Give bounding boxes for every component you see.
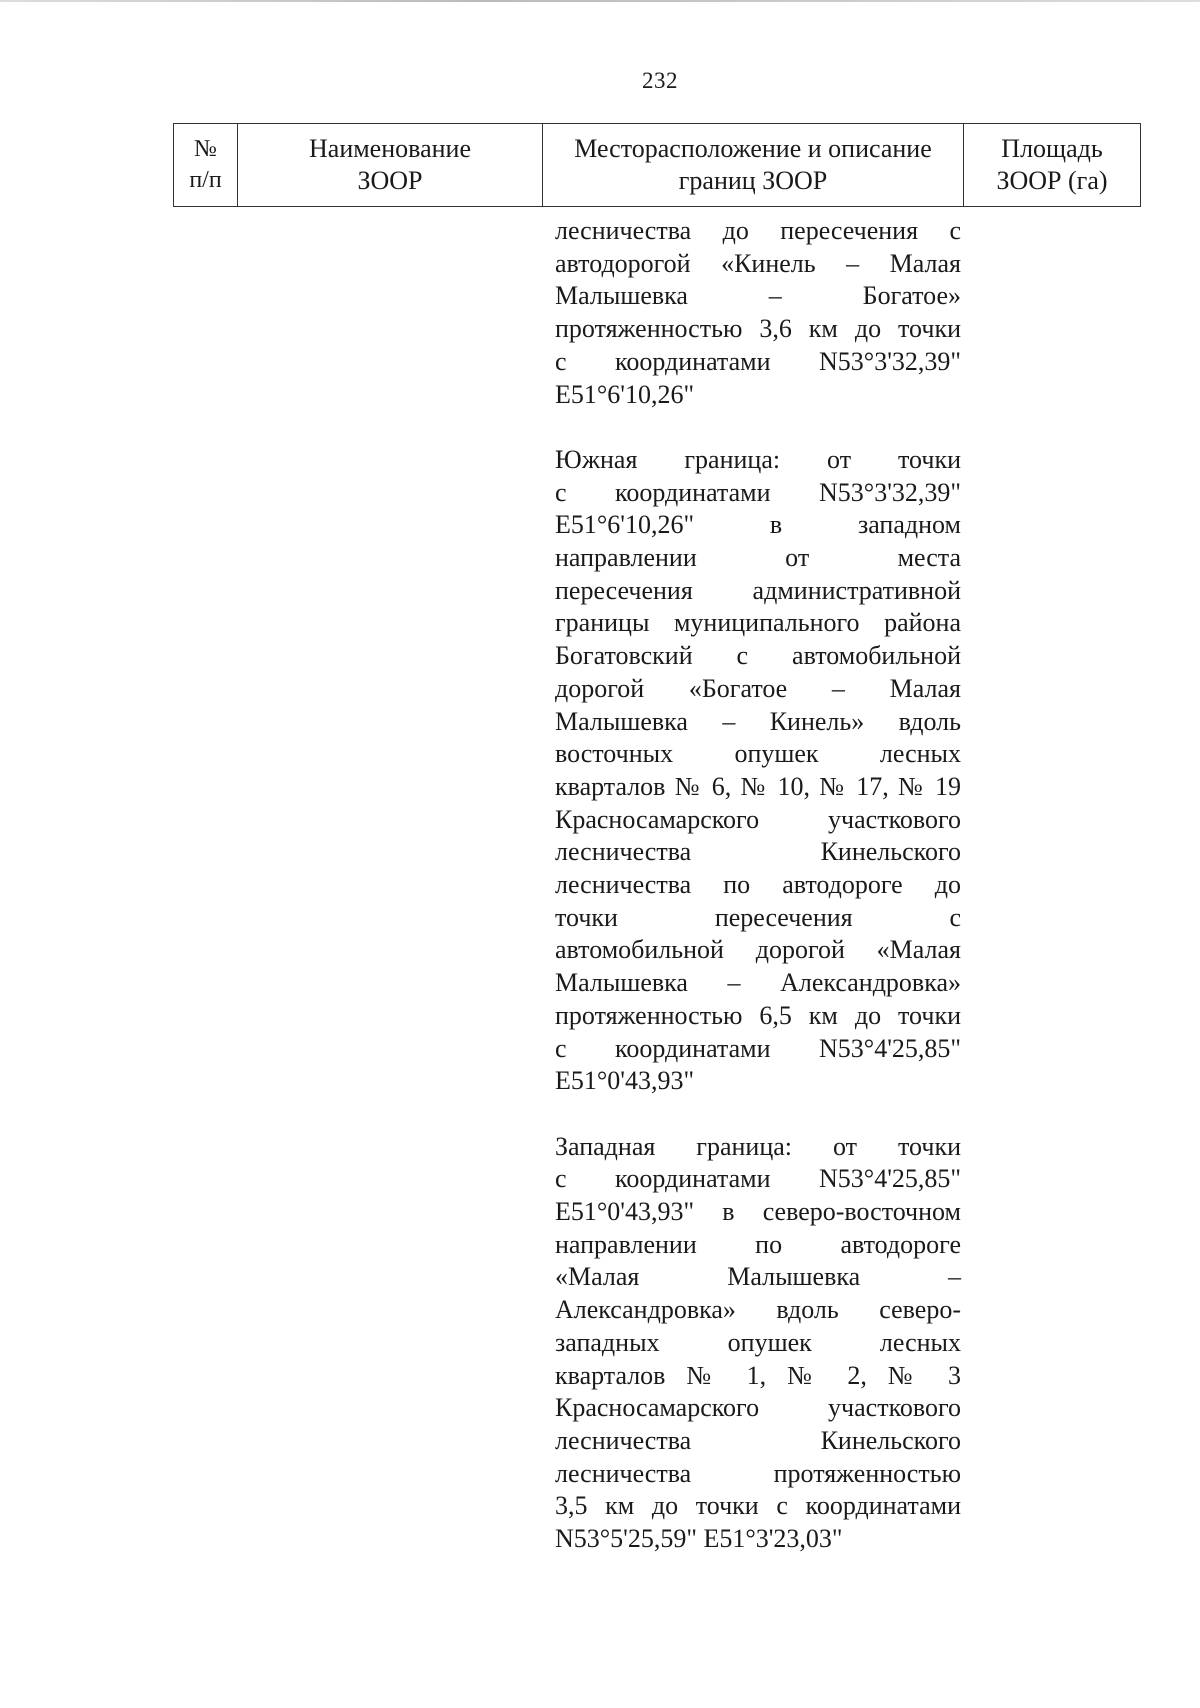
text-line: автомобильной дорогой «Малая [555,935,961,965]
text-line: 3,5 км до точки с координатами [555,1491,961,1521]
paragraph-south-boundary [555,444,961,1098]
header-cell-name: Наименование ЗООР [238,124,543,206]
text-line: N53°5'25,59" E51°3'23,03" [555,1524,843,1554]
text-line: лесничества по автодороге до [555,870,961,900]
text-line: с координатами N53°4'25,85" [555,1164,961,1194]
text-line: E51°0'43,93" в северо-восточном [555,1197,961,1227]
text-line: лесничества протяженностью [555,1458,961,1488]
text-line: с координатами N53°3'32,39" [555,346,961,376]
text-line: с координатами N53°4'25,85" [555,1033,961,1063]
text-line: Малышевка – Кинель» вдоль [555,706,961,736]
text-line: западных опушек лесных [555,1327,961,1357]
text-line: пересечения административной [555,575,961,605]
text-line: кварталов № 6, № 10, № 17, № 19 [555,771,961,801]
text-line: границы муниципального района [555,608,961,638]
text-line: «Малая Малышевка – [555,1262,961,1292]
page-number: 232 [642,68,678,93]
text-line: направлении по автодороге [555,1229,961,1259]
text-line: E51°6'10,26" в западном [555,510,961,540]
text-line: E51°6'10,26" [555,379,695,409]
text-line: Красносамарского участкового [555,804,961,834]
scan-top-edge [0,0,1200,2]
text-line: Александровка» вдоль северо- [555,1295,961,1325]
text-line: автодорогой «Кинель – Малая [555,248,961,278]
paragraph-north-boundary-end [555,215,961,411]
text-line: E51°0'43,93" [555,1066,695,1096]
header-cell-number: № п/п [174,124,238,206]
header-cell-area: Площадь ЗООР (га) [996,134,1108,195]
text-line: Богатовский с автомобильной [555,641,961,671]
text-line: точки пересечения с [555,902,961,932]
text-line: Западная граница: от точки [555,1131,961,1161]
header-cell-location: Месторасположение и описание границ ЗООР [543,124,964,206]
text-line: с координатами N53°3'32,39" [555,477,961,507]
text-line: восточных опушек лесных [555,739,961,769]
text-line: Малышевка – Александровка» [555,968,961,998]
text-line: лесничества Кинельского [555,837,961,867]
text-line: протяженностью 3,6 км до точки [555,314,961,344]
boundary-description [555,215,961,1556]
text-line: кварталов № 1, № 2, № 3 [555,1360,961,1390]
text-line: лесничества Кинельского [555,1425,961,1455]
text-line: Малышевка – Богатое» [555,281,961,311]
text-line: Южная граница: от точки [555,444,961,474]
text-line: Красносамарского участкового [555,1393,961,1423]
text-line: лесничества до пересечения с [555,216,961,245]
paragraph-west-boundary [555,1131,961,1556]
text-line: протяженностью 6,5 км до точки [555,1000,961,1030]
text-line: дорогой «Богатое – Малая [555,673,961,703]
text-line: направлении от места [555,543,961,573]
table-header [173,123,1141,207]
